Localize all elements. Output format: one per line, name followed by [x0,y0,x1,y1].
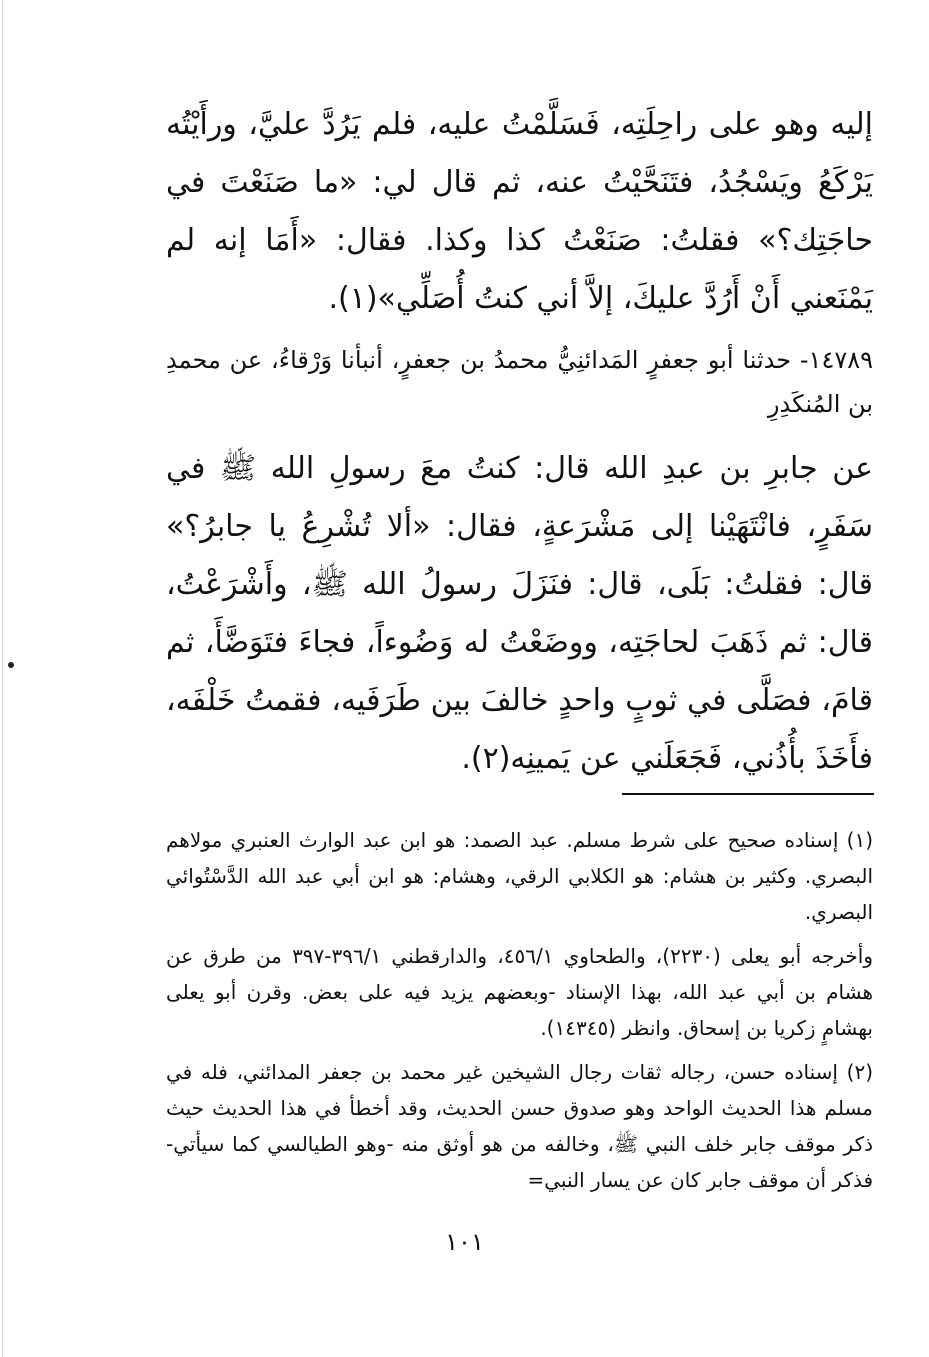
footnote-1-paragraph-2: وأخرجه أبو يعلى (٢٢٣٠)، والطحاوي ٤٥٦/١، والدارقطني ٣٩٦/١-٣٩٧ من طرق عن هشام بن أبي عبد الله، بهذا الإسناد -وبعضهم يزيد فيه على بعض. وقرن أبو يعلى بهشامٍ زكريا بن إسحاق. وانظر (١٤٣٤٥). [166,944,873,1040]
footnote-1 [166,822,873,930]
hadith-text-continued: إليه وهو على راحِلَتِه، فَسَلَّمْتُ عليه، فلم يَرُدَّ عليَّ، ورأَيْتُه يَرْكَعُ ويَسْجُدُ، فتَنَحَّيْتُ عنه، ثم قال لي: «ما صَنَعْتَ في حاجَتِك؟» فقلتُ: صَنَعْتُ كذا وكذا. فقال: «أَمَا إنه لم يَمْنَعني أَنْ أَرُدَّ عليكَ، إلاَّ أني كنتُ أُصَلِّي»(١). [166,107,873,316]
hadith-text: عن جابرِ بن عبدِ الله قال: كنتُ معَ رسولِ الله ﷺ في سَفَرٍ، فانْتَهَيْنا إلى مَشْرَعةٍ، فقال: «ألا تُشْرِعُ يا جابرُ؟» قال: فقلتُ: بَلَى، قال: فنَزَلَ رسولُ الله ﷺ، وأَشْرَعْتُ، قال: ثم ذَهَبَ لحاجَتِه، ووضَعْتُ له وَضُوءاً، فجاءَ فتَوَضَّأَ، ثم قامَ، فصَلَّى في ثوبٍ واحدٍ خالفَ بين طَرَفَيه، فقمتُ خَلْفَه، فأَخَذَ بأُذُني، فَجَعَلَني عن يَمينِه(٢). [166,451,873,776]
footnote-2-paragraph-1: (٢) إسناده حسن، رجاله ثقات رجال الشيخين غير محمد بن جعفر المدائني، فله في مسلم هذا الحديث الواحد وهو صدوق حسن الحديث، وقد أخطأ في هذا الحديث حيث ذكر موقف جابر خلف النبي ﷺ، وخالفه من هو أوثق منه -وهو الطيالسي كما سيأتي- فذكر أن موقف جابر كان عن يسار النبي= [166,1060,873,1192]
page-number: ١٠١ [445,1228,484,1256]
page-edge-line [2,0,3,1357]
footnotes [166,822,873,1206]
footnote-separator [622,793,874,795]
footnote-1-paragraph-1: (١) إسناده صحيح على شرط مسلم. عبد الصمد: هو ابن عبد الوارث العنبري مولاهم البصري. وكثير بن هشام: هو الكلابي الرقي، وهشام: هو ابن أبي عبد الله الدَّسْتُوائي البصري. [166,828,873,924]
footnote-2 [166,1054,873,1198]
footnote-1-continued [166,938,873,1046]
margin-dot [8,662,14,668]
hadith-chain-of-narration: ١٤٧٨٩- حدثنا أبو جعفرٍ المَدائنِيُّ محمدُ بن جعفرٍ، أنبأنا وَرْقاءُ، عن محمدِ بن المُنكَدِرِ [166,346,873,418]
